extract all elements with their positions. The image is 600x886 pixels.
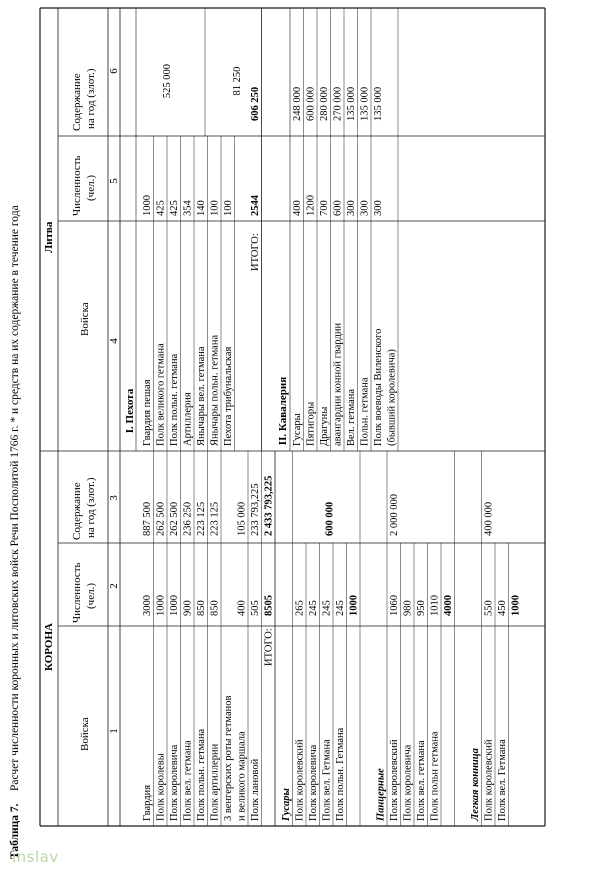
korona-infantry-total-cost: 2 433 793,225 [263, 475, 275, 536]
litva-infantry-name: Артиллерия [182, 392, 194, 446]
litva-cavalry-name: Полк воеводы Виленского [373, 328, 384, 446]
column-number: 5 [108, 178, 120, 184]
korona-infantry-count: 3000 [142, 595, 153, 616]
litva-cavalry-name-cont: (бывший королевича) [386, 349, 398, 446]
korona-infantry-name: Полк королевича [169, 744, 180, 821]
litva-infantry-count: 100 [209, 200, 221, 216]
korona-hussars-name: Полк вел. Гетмана [321, 739, 333, 821]
litva-cavalry-cost: 280 000 [319, 86, 330, 121]
litva-infantry-count: 1000 [142, 195, 153, 216]
korona-infantry-name: Гвардия [142, 784, 153, 821]
litva-cavalry-cost: 135 000 [373, 86, 384, 121]
korona-infantry-cost: 887 500 [142, 501, 153, 536]
litva-infantry-name: Янычары польн. гетмана [209, 334, 221, 446]
korona-infantry-total-count: 8505 [263, 595, 275, 616]
litva-header: Литва [43, 221, 55, 253]
korona-hussars-count: 245 [308, 600, 319, 616]
korona-infantry-count: 505 [250, 600, 261, 616]
litva-cavalry-cost: 270 000 [332, 86, 344, 121]
korona-light-title: Легкая конница [470, 748, 481, 821]
litva-cavalry-count: 300 [359, 200, 371, 216]
litva-cavalry-name: Гусары [292, 413, 303, 446]
korona-infantry-count: 900 [182, 600, 194, 616]
korona-hussars-name: Полк королевский [294, 739, 306, 821]
col-header-count: Численность [71, 562, 83, 623]
col-header-count-unit-litva: (чел.) [85, 175, 97, 201]
korona-infantry-name: Полк польн. гетмана [196, 728, 207, 821]
caption-text: Расчет численности коронных и литовских войск Речи Посполитой 1766 г. * и средств на их содержание в течение года [9, 205, 21, 791]
korona-infantry-name: Полк артиллерии [209, 743, 221, 821]
korona-infantry-name: 3 венгерских роты гетманов [223, 695, 234, 821]
litva-infantry-cost-b: 81 250 [232, 66, 243, 96]
litva-infantry-total-cost: 606 250 [250, 86, 261, 121]
column-number: 4 [108, 338, 120, 344]
litva-cavalry-count: 400 [292, 200, 303, 216]
litva-cavalry-count: 600 [332, 200, 344, 216]
korona-infantry-cost: 105 000 [236, 501, 248, 536]
litva-cavalry-count: 1200 [305, 195, 317, 216]
litva-cavalry-count: 300 [373, 200, 384, 216]
litva-cavalry-name: авангардии конной гвардии [332, 322, 344, 446]
korona-infantry-total-label: ИТОГО: [263, 628, 275, 666]
litva-cavalry-name: Вел. гетмана [346, 388, 357, 446]
korona-light-count: 550 [483, 600, 495, 616]
korona-infantry-count: 400 [236, 600, 248, 616]
litva-cavalry-name: Польн. гетмана [359, 377, 371, 446]
korona-hussars-total: 1000 [348, 595, 360, 616]
col-header-voiska-litva: Войска [79, 302, 91, 336]
litva-infantry-name: Гвардия пешая [142, 379, 153, 446]
korona-infantry-cost: 262 500 [155, 501, 167, 536]
col-header-cost: Содержание [71, 482, 83, 540]
korona-infantry-cost: 236 250 [182, 501, 194, 536]
litva-infantry-count: 425 [155, 200, 167, 216]
litva-cavalry-cost: 600 000 [305, 86, 317, 121]
litva-cavalry-cost: 135 000 [359, 86, 371, 121]
litva-cavalry-name: Драгуны [319, 406, 330, 446]
korona-pancerni-name: Полк королевича [402, 744, 414, 821]
korona-pancerni-count: 1060 [389, 595, 400, 616]
column-number: 6 [108, 68, 120, 74]
korona-hussars-cost: 600 000 [324, 501, 336, 536]
column-number: 2 [108, 583, 120, 589]
col-header-cost-unit-litva: на год (злот.) [85, 68, 97, 129]
korona-pancerni-name: Полк польн гетмана [429, 731, 441, 821]
litva-cavalry-cost: 135 000 [346, 86, 357, 121]
litva-cavalry-count: 700 [319, 200, 330, 216]
litva-infantry-name: Янычары вел. гетмана [196, 346, 207, 446]
litva-infantry-count: 140 [196, 200, 207, 216]
korona-pancerni-name: Полк вел. гетмана [416, 740, 427, 821]
korona-hussars-title: Гусары [281, 788, 292, 821]
korona-header: КОРОНА [43, 623, 55, 671]
litva-infantry-count: 425 [169, 200, 180, 216]
korona-hussars-count: 245 [321, 600, 333, 616]
col-header-count-litva: Численность [71, 155, 83, 216]
col-header-cost-litva: Содержание [71, 73, 83, 131]
korona-infantry-name-cont: и великого маршала [236, 731, 248, 821]
korona-light-cost: 400 000 [483, 501, 495, 536]
korona-pancerni-cost: 2 000 000 [389, 494, 400, 536]
korona-infantry-count: 1000 [169, 595, 180, 616]
litva-cavalry-name: Пятигоры [305, 401, 317, 446]
korona-pancerni-count: 1010 [429, 595, 441, 616]
korona-infantry-name: Полк лановой [250, 758, 261, 821]
korona-light-count: 450 [497, 600, 508, 616]
litva-infantry-name: Пехота трибунальская [223, 346, 234, 446]
korona-infantry-count: 850 [196, 600, 207, 616]
column-number: 1 [108, 728, 120, 734]
litva-infantry-count: 354 [182, 200, 194, 216]
korona-pancerni-count: 980 [402, 600, 414, 616]
caption-label: Таблица 7. [9, 803, 21, 859]
litva-infantry-cost-a: 525 000 [162, 63, 173, 99]
korona-infantry-count: 850 [209, 600, 221, 616]
section-cavalry: II. Кавалерия [277, 376, 289, 446]
col-header-cost-unit: на год (злот.) [85, 477, 97, 538]
litva-infantry-name: Полк великого гетмана [155, 343, 167, 446]
korona-hussars-count: 265 [294, 600, 306, 616]
korona-hussars-name: Полк королевича [308, 744, 319, 821]
litva-infantry-total-count: 2544 [250, 195, 261, 216]
korona-infantry-count: 1000 [155, 595, 167, 616]
korona-infantry-name: Полк вел. гетмана [182, 740, 194, 821]
litva-infantry-total-label: ИТОГО: [250, 233, 261, 271]
korona-pancerni-count: 950 [416, 600, 427, 616]
section-infantry: I. Пехота [124, 388, 136, 434]
col-header-voiska: Войска [79, 717, 91, 751]
korona-light-name: Полк королевский [483, 739, 495, 821]
litva-infantry-name: Полк польн. гетмана [169, 353, 180, 446]
korona-hussars-count: 245 [335, 600, 346, 616]
litva-cavalry-cost: 248 000 [292, 86, 303, 121]
litva-cavalry-count: 300 [346, 200, 357, 216]
korona-light-total: 1000 [510, 595, 522, 616]
column-number: 3 [108, 495, 120, 501]
korona-pancerni-name: Полк королевский [389, 739, 400, 821]
korona-infantry-cost: 262 500 [169, 501, 180, 536]
korona-pancerni-total: 4000 [443, 595, 454, 616]
korona-light-name: Полк вел. Гетмана [497, 739, 508, 821]
korona-infantry-cost: 233 793,225 [250, 483, 261, 536]
litva-infantry-count: 100 [223, 200, 234, 216]
korona-pancerni-title: Панцерные [375, 768, 387, 821]
korona-infantry-cost: 223 125 [209, 501, 221, 536]
korona-hussars-name: Полк польн. Гетмана [335, 727, 346, 821]
korona-infantry-name: Полк королевы [155, 753, 167, 821]
watermark: inslav [12, 848, 59, 866]
korona-infantry-cost: 223 125 [196, 501, 207, 536]
col-header-count-unit: (чел.) [85, 583, 97, 609]
